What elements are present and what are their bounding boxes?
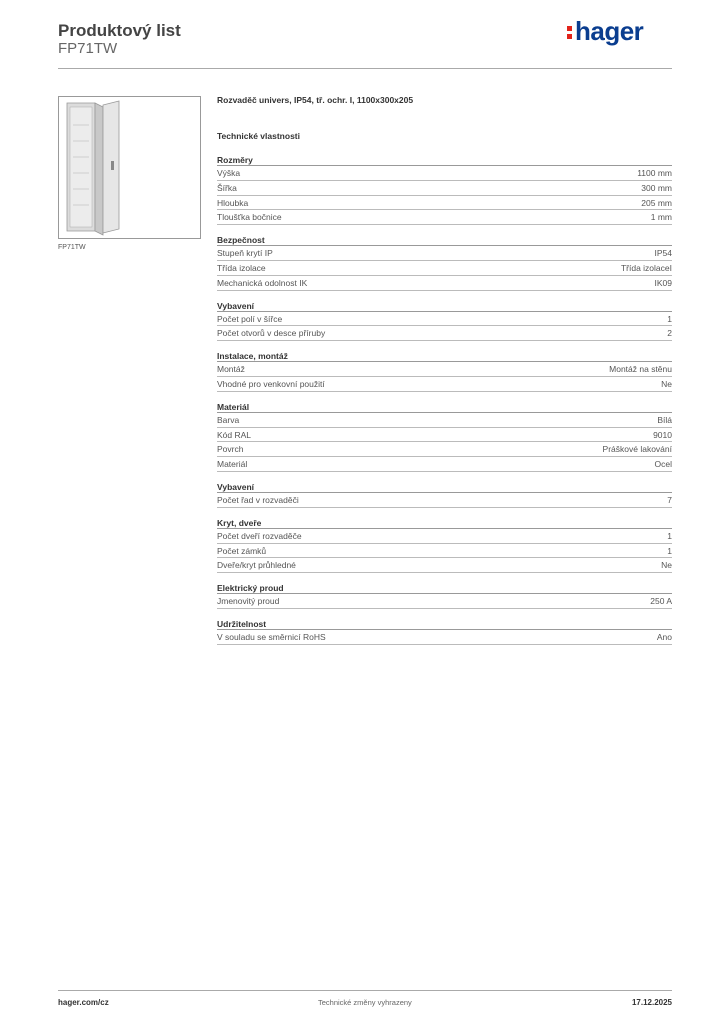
- logo-dots-icon: [567, 23, 573, 42]
- spec-label: Šířka: [217, 182, 237, 193]
- spec-value: IP54: [654, 248, 672, 259]
- spec-row: [217, 442, 672, 457]
- enclosure-illustration-icon: [59, 97, 200, 238]
- spec-label: Počet polí v šířce: [217, 313, 283, 324]
- spec-row: [217, 276, 672, 291]
- spec-value: Ne: [661, 560, 672, 571]
- spec-row: [217, 246, 672, 261]
- spec-value: 1100 mm: [637, 168, 672, 178]
- spec-label: Dveře/kryt průhledné: [217, 560, 296, 571]
- spec-row: [217, 326, 672, 341]
- spec-row: [217, 630, 672, 645]
- spec-row: [217, 166, 672, 181]
- section-title: Kryt, dveře: [217, 515, 672, 529]
- spec-row: [217, 544, 672, 559]
- spec-value: 2: [667, 328, 672, 339]
- spec-label: Materiál: [217, 459, 248, 470]
- spec-panel: [217, 95, 672, 645]
- spec-value: 9010: [653, 429, 672, 440]
- spec-row: [217, 594, 672, 609]
- spec-row: [217, 181, 672, 196]
- spec-section: [217, 616, 672, 645]
- tech-heading: Technické vlastnosti: [217, 131, 300, 141]
- spec-row: [217, 529, 672, 544]
- spec-value: 1: [667, 313, 672, 324]
- spec-section: [217, 399, 672, 472]
- header-divider: [58, 68, 672, 69]
- section-title: Instalace, montáž: [217, 348, 672, 362]
- spec-value: 250 A: [650, 596, 672, 607]
- section-title: Vybavení: [217, 298, 672, 312]
- footer-divider: [58, 990, 672, 991]
- spec-section: [217, 580, 672, 609]
- spec-label: V souladu se směrnicí RoHS: [217, 631, 326, 642]
- spec-sections: [217, 152, 672, 645]
- product-code: FP71TW: [58, 40, 118, 57]
- spec-row: [217, 558, 672, 573]
- spec-label: Tloušťka bočnice: [217, 212, 282, 223]
- section-title: Vybavení: [217, 479, 672, 493]
- product-image: [58, 96, 201, 239]
- spec-value: 7: [667, 494, 672, 505]
- spec-value: Třída izolaceI: [620, 262, 672, 273]
- spec-value: IK09: [654, 277, 672, 288]
- spec-row: [217, 457, 672, 472]
- spec-row: [217, 196, 672, 211]
- spec-label: Hloubka: [217, 197, 249, 208]
- spec-value: 205 mm: [641, 197, 672, 208]
- section-title: Rozměry: [217, 152, 672, 166]
- spec-label: Vhodné pro venkovní použití: [217, 378, 325, 389]
- spec-section: [217, 515, 672, 573]
- section-title: Bezpečnost: [217, 232, 672, 246]
- spec-value: 1: [667, 545, 672, 556]
- spec-value: 300 mm: [641, 182, 672, 193]
- spec-label: Počet zámků: [217, 545, 267, 556]
- spec-section: [217, 152, 672, 225]
- spec-label: Stupeň krytí IP: [217, 248, 273, 259]
- spec-value: Práškové lakování: [602, 444, 672, 455]
- section-title: Materiál: [217, 399, 672, 413]
- footer-notice: Technické změny vyhrazeny: [318, 998, 412, 1007]
- spec-label: Jmenovitý proud: [217, 596, 280, 607]
- spec-value: Bílá: [657, 414, 672, 425]
- spec-row: [217, 362, 672, 377]
- footer-date: 17.12.2025: [631, 998, 672, 1007]
- image-caption: FP71TW: [58, 244, 86, 251]
- spec-label: Mechanická odolnost IK: [217, 277, 308, 288]
- spec-value: Montáž na stěnu: [609, 364, 672, 375]
- spec-row: [217, 428, 672, 443]
- spec-label: Kód RAL: [217, 429, 252, 440]
- spec-row: [217, 413, 672, 428]
- hager-logo[interactable]: [567, 16, 643, 47]
- spec-section: [217, 348, 672, 392]
- spec-value: Ocel: [654, 459, 672, 470]
- spec-label: Počet otvorů v desce příruby: [217, 328, 326, 339]
- spec-section: [217, 232, 672, 290]
- logo-text: hager: [575, 16, 644, 46]
- spec-label: Třída izolace: [217, 262, 266, 273]
- spec-row: [217, 493, 672, 508]
- spec-label: Počet dveří rozvaděče: [217, 530, 302, 541]
- spec-label: Povrch: [217, 444, 244, 455]
- section-title: Udržitelnost: [217, 616, 672, 630]
- spec-label: Výška: [217, 168, 241, 178]
- spec-section: [217, 298, 672, 342]
- spec-label: Barva: [217, 414, 240, 425]
- footer-website-link[interactable]: hager.com/cz: [58, 998, 109, 1007]
- spec-label: Montáž: [217, 364, 245, 375]
- spec-value: Ano: [656, 631, 672, 642]
- section-title: Elektrický proud: [217, 580, 672, 594]
- spec-value: 1: [667, 530, 672, 541]
- spec-value: Ne: [661, 378, 672, 389]
- spec-row: [217, 210, 672, 225]
- product-description: Rozvaděč univers, IP54, tř. ochr. I, 1100x300x205: [217, 95, 414, 105]
- spec-row: [217, 261, 672, 276]
- spec-row: [217, 312, 672, 327]
- spec-section: [217, 479, 672, 508]
- page-title: Produktový list: [58, 21, 181, 40]
- spec-row: [217, 377, 672, 392]
- spec-value: 1 mm: [650, 212, 672, 223]
- spec-label: Počet řad v rozvaděči: [217, 494, 299, 505]
